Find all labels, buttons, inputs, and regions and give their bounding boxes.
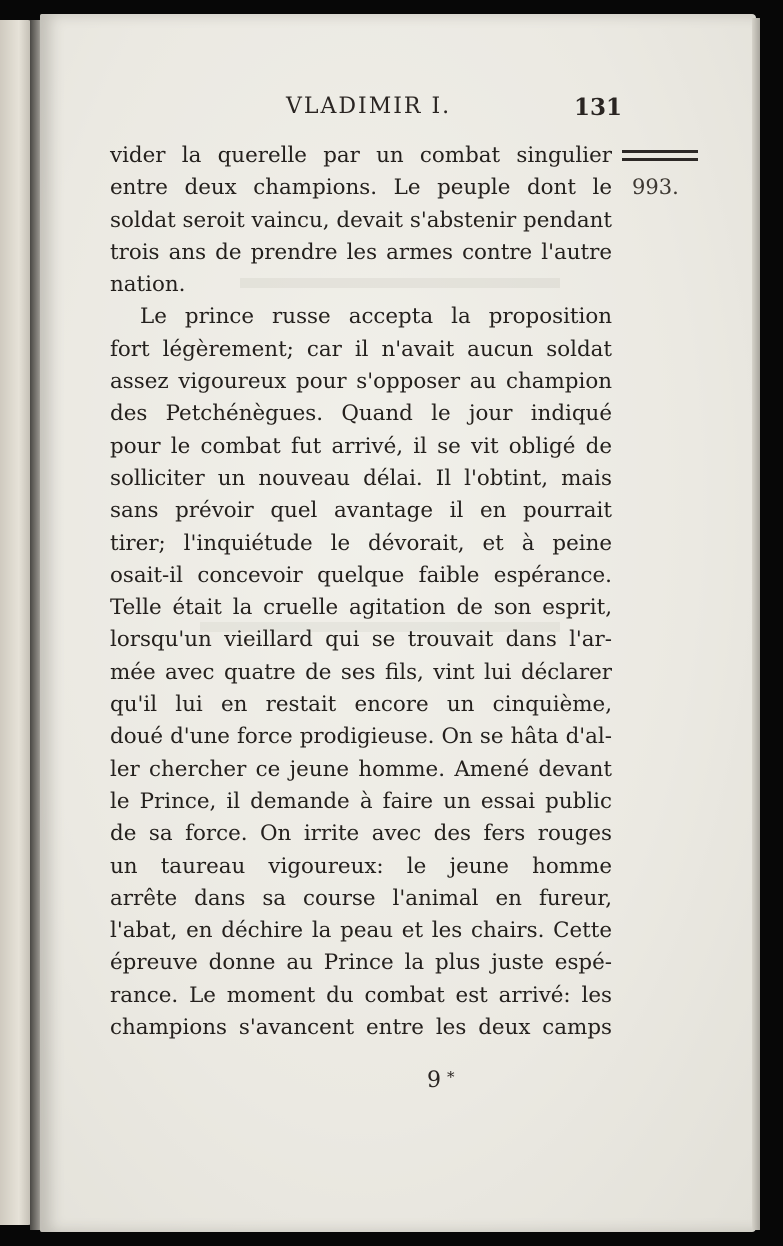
body-text (110, 140, 612, 1044)
text-line: qu'il lui en restait encore un cinquième, (110, 692, 612, 718)
signature-mark (427, 1068, 455, 1093)
margin-rule-bottom (622, 158, 698, 161)
paragraph-start-line: Le prince russe accepta la proposition (140, 304, 612, 330)
text-line: fort légèrement; car il n'avait aucun soldat (110, 336, 612, 362)
text-line: épreuve donne au Prince la plus juste espé- (110, 950, 612, 976)
text-line: tirer; l'inquiétude le dévorait, et à peine (110, 530, 612, 556)
text-line: Telle était la cruelle agitation de son esprit, (110, 595, 612, 621)
text-line: lorsqu'un vieillard qui se trouvait dans l'ar- (110, 627, 612, 653)
text-line: pour le combat fut arrivé, il se vit obligé de (110, 433, 612, 459)
text-line: arrête dans sa course l'animal en fureur, (110, 885, 612, 911)
text-line: nation. (110, 272, 186, 298)
text-line: doué d'une force prodigieuse. On se hâta d'al- (110, 724, 612, 750)
running-header: VLADIMIR I. (286, 94, 452, 119)
margin-year-note: 993. (632, 175, 679, 199)
text-line: champions s'avancent entre les deux camps (110, 1015, 612, 1041)
text-line: solliciter un nouveau délai. Il l'obtint, mais (110, 465, 612, 491)
text-line: de sa force. On irrite avec des fers rouges (110, 821, 612, 847)
signature-number: 9 (427, 1068, 441, 1093)
text-line: ler chercher ce jeune homme. Amené devant (110, 756, 612, 782)
text-line: entre deux champions. Le peuple dont le (110, 175, 612, 201)
text-line: mée avec quatre de ses fils, vint lui déclarer (110, 659, 612, 685)
text-line: sans prévoir quel avantage il en pourrait (110, 498, 612, 524)
text-line: soldat seroit vaincu, devait s'abstenir pendant (110, 207, 612, 233)
text-line: rance. Le moment du combat est arrivé: les (110, 982, 612, 1008)
text-line: des Petchénègues. Quand le jour indiqué (110, 401, 612, 427)
signature-star: * (447, 1068, 455, 1086)
margin-rule-top (622, 150, 698, 153)
text-line: un taureau vigoureux: le jeune homme (110, 853, 612, 879)
page-number: 131 (574, 94, 623, 121)
left-page-edge (0, 20, 34, 1225)
text-line: assez vigoureux pour s'opposer au champion (110, 369, 612, 395)
text-line: l'abat, en déchire la peau et les chairs. Cette (110, 918, 612, 944)
text-line: vider la querelle par un combat singulier (110, 143, 612, 168)
page-edge (752, 18, 760, 1230)
text-line: osait-il concevoir quelque faible espérance. (110, 562, 612, 588)
text-line: le Prince, il demande à faire un essai public (110, 788, 612, 814)
text-line: trois ans de prendre les armes contre l'autre (110, 239, 612, 265)
